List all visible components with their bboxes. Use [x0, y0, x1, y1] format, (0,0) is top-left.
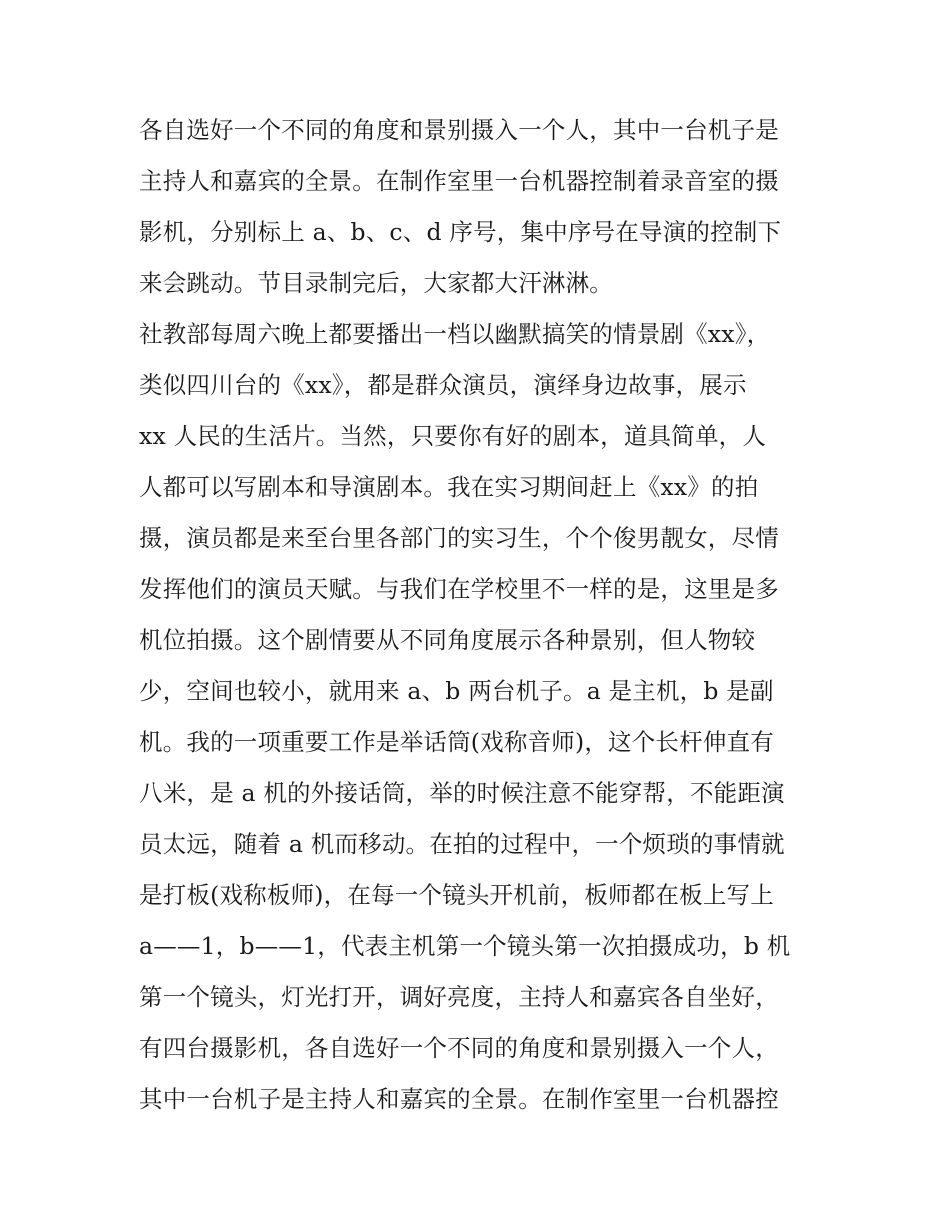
text-line: 机位拍摄。这个剧情要从不同角度展示各种景别，但人物较: [139, 626, 756, 654]
text-line: 影机，分别标上 a、b、c、d 序号，集中序号在导演的控制下: [139, 218, 782, 246]
text-line: xx 人民的生活片。当然，只要你有好的剧本，道具简单，人: [139, 422, 767, 450]
text-line: 有四台摄影机，各自选好一个不同的角度和景别摄入一个人，: [139, 1034, 779, 1062]
text-line: 是打板(戏称板师)，在每一个镜头开机前，板师都在板上写上: [139, 881, 774, 909]
text-line: 员太远，随着 a 机而移动。在拍的过程中，一个烦琐的事情就: [139, 830, 785, 858]
text-line: 社教部每周六晚上都要播出一档以幽默搞笑的情景剧《xx》，: [139, 320, 771, 348]
text-line: 主持人和嘉宾的全景。在制作室里一台机器控制着录音室的摄: [139, 167, 779, 195]
text-line: 各自选好一个不同的角度和景别摄入一个人，其中一台机子是: [139, 116, 779, 144]
text-line: 八米，是 a 机的外接话筒，举的时候注意不能穿帮，不能距演: [139, 779, 785, 807]
text-line: 少，空间也较小，就用来 a、b 两台机子。a 是主机，b 是副: [139, 677, 774, 705]
text-line: 人都可以写剧本和导演剧本。我在实习期间赶上《xx》的拍: [139, 473, 759, 501]
text-line: 发挥他们的演员天赋。与我们在学校里不一样的是，这里是多: [139, 575, 779, 603]
text-line: 其中一台机子是主持人和嘉宾的全景。在制作室里一台机器控: [139, 1085, 779, 1113]
body-text: [139, 108, 829, 1128]
text-line: 来会跳动。节目录制完后，大家都大汗淋淋。: [139, 269, 613, 297]
text-line: a——1，b——1，代表主机第一个镜头第一次拍摄成功，b 机: [139, 932, 791, 960]
text-line: 类似四川台的《xx》，都是群众演员，演绎身边故事，展示: [139, 371, 747, 399]
text-line: 摄，演员都是来至台里各部门的实习生，个个俊男靓女，尽情: [139, 524, 779, 552]
text-line: 机。我的一项重要工作是举话筒(戏称音师)，这个长杆伸直有: [139, 728, 774, 756]
text-line: 第一个镜头，灯光打开，调好亮度，主持人和嘉宾各自坐好，: [139, 983, 779, 1011]
